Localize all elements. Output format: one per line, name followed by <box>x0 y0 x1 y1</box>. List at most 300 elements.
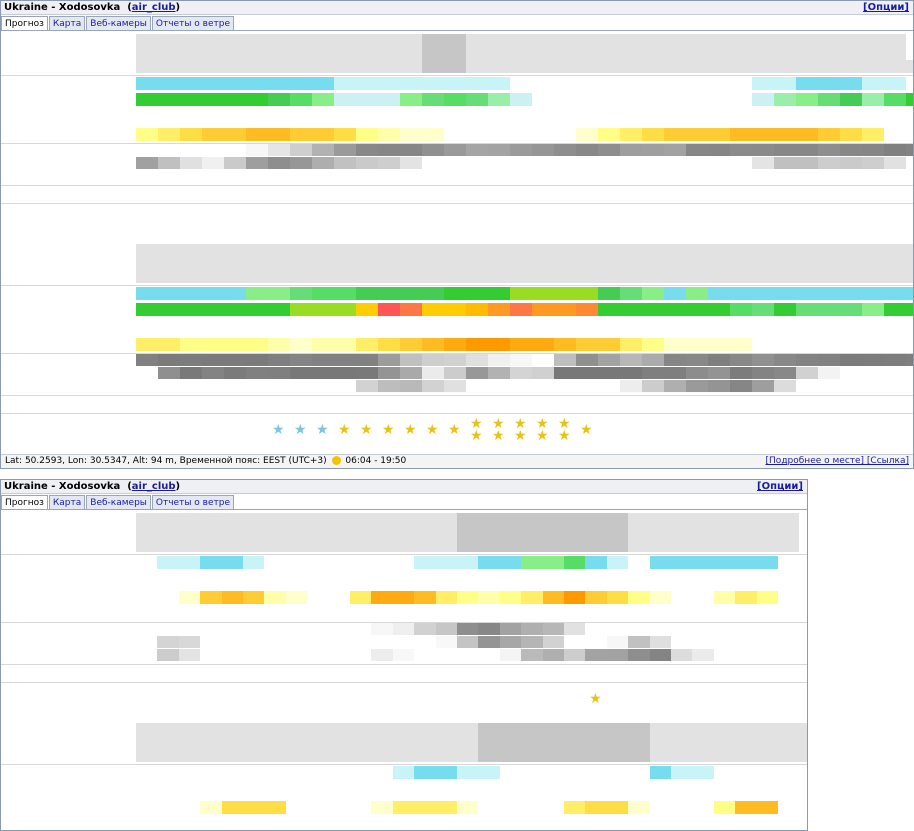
wind-direction-cell <box>576 108 598 126</box>
time-header-cell <box>730 270 752 283</box>
time-header-cell <box>457 723 478 736</box>
tab-forecast[interactable]: Прогноз <box>1 16 48 30</box>
time-header-cell <box>884 270 906 283</box>
wind-direction-cell <box>224 108 246 126</box>
cloud-sub-label <box>1 373 135 385</box>
wind-direction-cell <box>290 108 312 126</box>
wind-direction-cell <box>778 571 799 589</box>
wind-speed-cell <box>692 766 713 779</box>
label-wind-direction <box>1 318 135 336</box>
wind-direction-cell <box>414 571 435 589</box>
cloud-cell <box>356 157 378 169</box>
wind-direction-cell <box>478 571 499 589</box>
time-header-cell <box>180 34 202 47</box>
cloud-cell <box>628 636 649 648</box>
cloud-cell <box>246 144 268 156</box>
time-header-cell <box>264 539 285 552</box>
time-header-cell <box>243 526 264 539</box>
temperature-cell <box>598 338 620 351</box>
time-header-cell <box>650 526 671 539</box>
cloud-cell <box>400 354 422 366</box>
temperature-cell <box>564 591 585 604</box>
time-header-cell <box>576 257 598 270</box>
options-link[interactable]: [Опции] <box>863 2 909 13</box>
label-temperature <box>1 337 135 352</box>
time-header-cell <box>510 60 532 73</box>
rating-star-icon: ★ <box>558 428 571 444</box>
time-header-cell <box>757 723 778 736</box>
cloud-cell <box>466 354 488 366</box>
isotherm-cell <box>371 607 392 620</box>
tab-reports[interactable]: Отчеты о ветре <box>152 16 234 30</box>
wind-direction-cell <box>642 108 664 126</box>
cloud-cell <box>642 157 664 169</box>
model-header <box>1 36 135 76</box>
wind-speed-cell <box>735 556 756 569</box>
cloud-cell <box>179 649 200 661</box>
wind-direction-cell <box>576 318 598 336</box>
wind-speed-cell <box>312 287 334 300</box>
wind-speed-cell <box>607 556 628 569</box>
cloud-cell <box>329 649 350 661</box>
cloud-cell <box>158 380 180 392</box>
cloud-cell <box>478 649 499 661</box>
time-header-cell <box>436 513 457 526</box>
club-link[interactable]: air_club <box>131 2 176 13</box>
time-header-cell <box>796 34 818 47</box>
cloud-cell <box>136 380 158 392</box>
cloud-cell <box>400 144 422 156</box>
isotherm-cell <box>778 607 799 620</box>
time-header-cell <box>478 539 499 552</box>
wind-direction-cell <box>774 108 796 126</box>
cloud-cell <box>488 367 510 379</box>
wind-speed-cell <box>286 556 307 569</box>
wind-gusts-cell <box>642 93 664 106</box>
temperature-cell <box>350 801 371 814</box>
wind-speed-cell <box>158 287 180 300</box>
wind-speed-cell <box>202 287 224 300</box>
cloud-cell <box>436 636 457 648</box>
cloud-cell <box>157 623 178 635</box>
time-header-cell <box>543 723 564 736</box>
time-header-cell <box>576 34 598 47</box>
time-header-cell <box>818 244 840 257</box>
wind-speed-cell <box>457 766 478 779</box>
time-header-cell <box>585 736 606 749</box>
time-header-cell <box>158 60 180 73</box>
wind-speed-cell <box>371 766 392 779</box>
wind-gusts-cell <box>554 303 576 316</box>
time-header-cell <box>510 244 532 257</box>
isotherm-cell <box>243 607 264 620</box>
spot-footer <box>1 454 913 468</box>
time-header-cell <box>757 513 778 526</box>
time-header-cell <box>650 723 671 736</box>
wind-gusts-cell <box>532 303 554 316</box>
tab-reports-2[interactable]: Отчеты о ветре <box>152 495 234 509</box>
time-header-cell <box>243 539 264 552</box>
wind-speed-cell <box>576 77 598 90</box>
wind-speed-cell <box>466 77 488 90</box>
cloud-cell <box>202 144 224 156</box>
model-header <box>1 515 135 555</box>
cloud-cell <box>752 367 774 379</box>
time-header-cell <box>500 749 521 762</box>
wind-speed-cell <box>307 556 328 569</box>
temperature-cell <box>730 128 752 141</box>
wind-gusts-cell <box>818 93 840 106</box>
wind-direction-cell <box>884 108 906 126</box>
time-header-cell <box>243 723 264 736</box>
cloud-cell <box>400 380 422 392</box>
time-header-cell <box>224 47 246 60</box>
cloud-cell <box>510 157 532 169</box>
time-header-cell <box>607 539 628 552</box>
time-header-cell <box>371 526 392 539</box>
time-header-cell <box>224 270 246 283</box>
time-header-cell <box>576 47 598 60</box>
detail-links[interactable]: [Подробнее о месте] [Ссылка] <box>765 456 909 466</box>
time-header-cell <box>312 34 334 47</box>
time-header-cell <box>564 736 585 749</box>
tab-forecast-2[interactable]: Прогноз <box>1 495 48 509</box>
time-header-cell <box>778 539 799 552</box>
wind-gusts-cell <box>884 303 906 316</box>
wind-direction-cell <box>730 108 752 126</box>
cloud-cell <box>532 380 554 392</box>
wind-speed-cell <box>202 77 224 90</box>
rating-star-icon: ★ <box>492 416 505 432</box>
time-header-cell <box>628 749 649 762</box>
cloud-cell <box>650 649 671 661</box>
time-header-cell <box>628 539 649 552</box>
time-header-cell <box>714 539 735 552</box>
time-header-cell <box>286 539 307 552</box>
cloud-cell <box>371 636 392 648</box>
wind-direction-cell <box>564 571 585 589</box>
time-header-cell <box>157 723 178 736</box>
wind-speed-cell <box>778 556 799 569</box>
wind-speed-cell <box>444 287 466 300</box>
isotherm-cell <box>521 607 542 620</box>
time-header-cell <box>158 257 180 270</box>
sun-times: 06:04 - 19:50 <box>345 456 407 466</box>
time-header-cell <box>224 244 246 257</box>
cloud-cell <box>466 157 488 169</box>
cloud-cell <box>730 367 752 379</box>
time-header-cell <box>286 736 307 749</box>
cloud-cell <box>200 623 221 635</box>
cloud-cell <box>752 380 774 392</box>
time-header-cell <box>554 47 576 60</box>
wind-speed-cell <box>243 766 264 779</box>
precip-cell <box>628 667 649 679</box>
time-header-cell <box>576 270 598 283</box>
temperature-cell <box>307 801 328 814</box>
wind-direction-cell <box>179 781 200 799</box>
time-header-cell <box>714 513 735 526</box>
cloud-cell <box>510 354 532 366</box>
label-wind-direction <box>1 571 135 589</box>
time-header-cell <box>576 244 598 257</box>
time-header-cell <box>620 60 642 73</box>
time-header-cell <box>543 539 564 552</box>
time-header-cell <box>158 244 180 257</box>
label-temperature <box>1 590 135 605</box>
cloud-cell <box>752 144 774 156</box>
cloud-cell <box>350 623 371 635</box>
cloud-cell <box>664 144 686 156</box>
time-header-cell <box>774 257 796 270</box>
time-header-cell <box>650 539 671 552</box>
temperature-cell <box>488 338 510 351</box>
cloud-cell <box>268 380 290 392</box>
time-header-cell <box>246 47 268 60</box>
time-header-cell <box>564 723 585 736</box>
tab-webcams-2[interactable]: Веб-камеры <box>86 495 151 509</box>
time-header-cell <box>179 723 200 736</box>
time-header-cell <box>818 257 840 270</box>
time-header-cell <box>752 244 774 257</box>
club-link-2[interactable]: air_club <box>131 481 176 492</box>
time-header-cell <box>686 60 708 73</box>
wind-direction-cell <box>500 781 521 799</box>
wind-direction-cell <box>371 781 392 799</box>
time-header-cell <box>671 539 692 552</box>
cloud-cell <box>136 367 158 379</box>
time-header-cell <box>224 257 246 270</box>
wind-gusts-cell <box>158 303 180 316</box>
label-wind-gusts <box>1 92 135 107</box>
cloud-cell <box>774 367 796 379</box>
row-divider <box>1 395 913 396</box>
wind-gusts-cell <box>840 303 862 316</box>
isotherm-cell <box>307 607 328 620</box>
time-header-cell <box>268 60 290 73</box>
wind-speed-cell <box>400 287 422 300</box>
tab-webcams[interactable]: Веб-камеры <box>86 16 151 30</box>
wind-speed-cell <box>607 766 628 779</box>
cloud-cell <box>243 636 264 648</box>
cloud-cell <box>422 367 444 379</box>
isotherm-cell <box>179 607 200 620</box>
wind-speed-cell <box>243 556 264 569</box>
time-header-cell <box>466 60 488 73</box>
temperature-cell <box>400 338 422 351</box>
time-header-cell <box>290 47 312 60</box>
temperature-cell <box>532 128 554 141</box>
time-header-cell <box>708 257 730 270</box>
cloud-cell <box>840 144 862 156</box>
temperature-cell <box>543 801 564 814</box>
cloud-cell <box>436 623 457 635</box>
time-header-cell <box>136 257 158 270</box>
wind-direction-cell <box>400 318 422 336</box>
cloud-cell <box>708 354 730 366</box>
cloud-cell <box>774 380 796 392</box>
time-header-cell <box>757 539 778 552</box>
wind-direction-cell <box>378 108 400 126</box>
time-header-cell <box>488 257 510 270</box>
wind-speed-cell <box>264 766 285 779</box>
cloud-cell <box>521 636 542 648</box>
wind-speed-cell <box>532 77 554 90</box>
cloud-cell <box>329 636 350 648</box>
temperature-cell <box>598 128 620 141</box>
wind-direction-cell <box>692 781 713 799</box>
time-header-cell <box>179 749 200 762</box>
wind-direction-cell <box>136 108 158 126</box>
time-header-cell <box>628 736 649 749</box>
wind-speed-cell <box>757 556 778 569</box>
time-header-cell <box>796 60 818 73</box>
wind-speed-cell <box>378 287 400 300</box>
time-header-cell <box>521 539 542 552</box>
wind-direction-cell <box>158 318 180 336</box>
cloud-cell <box>444 367 466 379</box>
time-header-cell <box>521 513 542 526</box>
time-header-cell <box>422 244 444 257</box>
cloud-cell <box>157 649 178 661</box>
wind-gusts-cell <box>774 93 796 106</box>
temperature-cell <box>290 128 312 141</box>
label-wind-gusts <box>1 302 135 317</box>
label-wind-direction <box>1 781 135 799</box>
time-header-cell <box>778 526 799 539</box>
time-header-cell <box>642 47 664 60</box>
temperature-cell <box>564 801 585 814</box>
time-header-cell <box>598 270 620 283</box>
time-header-cell <box>378 34 400 47</box>
time-header-cell <box>246 257 268 270</box>
temperature-cell <box>642 128 664 141</box>
temperature-cell <box>708 128 730 141</box>
cloud-cell <box>686 354 708 366</box>
rating-star-icon: ★ <box>426 422 439 438</box>
time-header-cell <box>243 513 264 526</box>
tab-map[interactable]: Карта <box>49 16 85 30</box>
wind-direction-cell <box>350 571 371 589</box>
cloud-cell <box>796 367 818 379</box>
time-header-cell <box>692 736 713 749</box>
cloud-cell <box>393 649 414 661</box>
time-header-cell <box>200 513 221 526</box>
cloud-cell <box>136 354 158 366</box>
cloud-cell <box>334 144 356 156</box>
temperature-cell <box>757 801 778 814</box>
wind-speed-cell <box>796 77 818 90</box>
time-header-cell <box>136 526 157 539</box>
time-header-cell <box>620 244 642 257</box>
wind-speed-cell <box>906 287 914 300</box>
wind-direction-cell <box>286 571 307 589</box>
wind-direction-cell <box>532 318 554 336</box>
time-header-cell <box>444 47 466 60</box>
wind-speed-cell <box>671 766 692 779</box>
tab-map-2[interactable]: Карта <box>49 495 85 509</box>
wind-direction-cell <box>543 781 564 799</box>
cloud-cell <box>356 144 378 156</box>
temperature-cell <box>422 128 444 141</box>
cloud-cell <box>554 380 576 392</box>
wind-speed-cell <box>312 77 334 90</box>
wind-gusts-cell <box>158 93 180 106</box>
temperature-cell <box>179 591 200 604</box>
time-header-cell <box>686 34 708 47</box>
wind-speed-cell <box>136 556 157 569</box>
cloud-cell <box>224 380 246 392</box>
temperature-cell <box>686 128 708 141</box>
cloud-cell <box>243 623 264 635</box>
time-header-cell <box>329 736 350 749</box>
isotherm-cell <box>436 607 457 620</box>
temperature-cell <box>312 128 334 141</box>
options-link-2[interactable]: [Опции] <box>757 481 803 492</box>
wind-direction-cell <box>457 781 478 799</box>
time-header-cell <box>222 736 243 749</box>
cloud-cell <box>510 144 532 156</box>
time-header-cell <box>735 513 756 526</box>
rating-star-icon: ★ <box>470 416 483 432</box>
temperature-cell <box>478 801 499 814</box>
cloud-cell <box>664 354 686 366</box>
time-header-cell <box>735 736 756 749</box>
time-header-cell <box>757 526 778 539</box>
wind-direction-cell <box>356 318 378 336</box>
time-header-cell <box>796 257 818 270</box>
wind-speed-cell <box>521 556 542 569</box>
wind-gusts-cell <box>334 93 356 106</box>
cloud-cell <box>576 157 598 169</box>
cloud-cell <box>136 144 158 156</box>
wind-direction-cell <box>554 108 576 126</box>
wind-speed-cell <box>564 766 585 779</box>
wind-speed-cell <box>179 766 200 779</box>
time-header-cell <box>664 34 686 47</box>
wind-direction-cell <box>286 781 307 799</box>
wind-direction-cell <box>136 781 157 799</box>
time-header-cell <box>607 723 628 736</box>
wind-speed-cell <box>334 287 356 300</box>
wind-speed-cell <box>642 287 664 300</box>
time-header-cell <box>692 723 713 736</box>
temperature-cell <box>444 128 466 141</box>
temperature-cell <box>554 128 576 141</box>
time-header-cell <box>422 60 444 73</box>
wind-gusts-cell <box>378 93 400 106</box>
time-header-cell <box>774 47 796 60</box>
wind-direction-cell <box>714 781 735 799</box>
temperature-cell <box>457 801 478 814</box>
cloud-cell <box>350 649 371 661</box>
time-header-cell <box>179 526 200 539</box>
cloud-cell <box>478 623 499 635</box>
cloud-cell <box>532 367 554 379</box>
wind-speed-cell <box>436 556 457 569</box>
temperature-cell <box>671 591 692 604</box>
isotherm-cell <box>585 607 606 620</box>
wind-gusts-cell <box>598 93 620 106</box>
cloud-cell <box>268 144 290 156</box>
time-header-cell <box>246 34 268 47</box>
label-wind-speed <box>1 765 135 780</box>
time-header-cell <box>334 60 356 73</box>
time-header-cell <box>521 736 542 749</box>
time-header-cell <box>752 257 774 270</box>
temperature-cell <box>286 591 307 604</box>
wind-direction-cell <box>862 318 884 336</box>
